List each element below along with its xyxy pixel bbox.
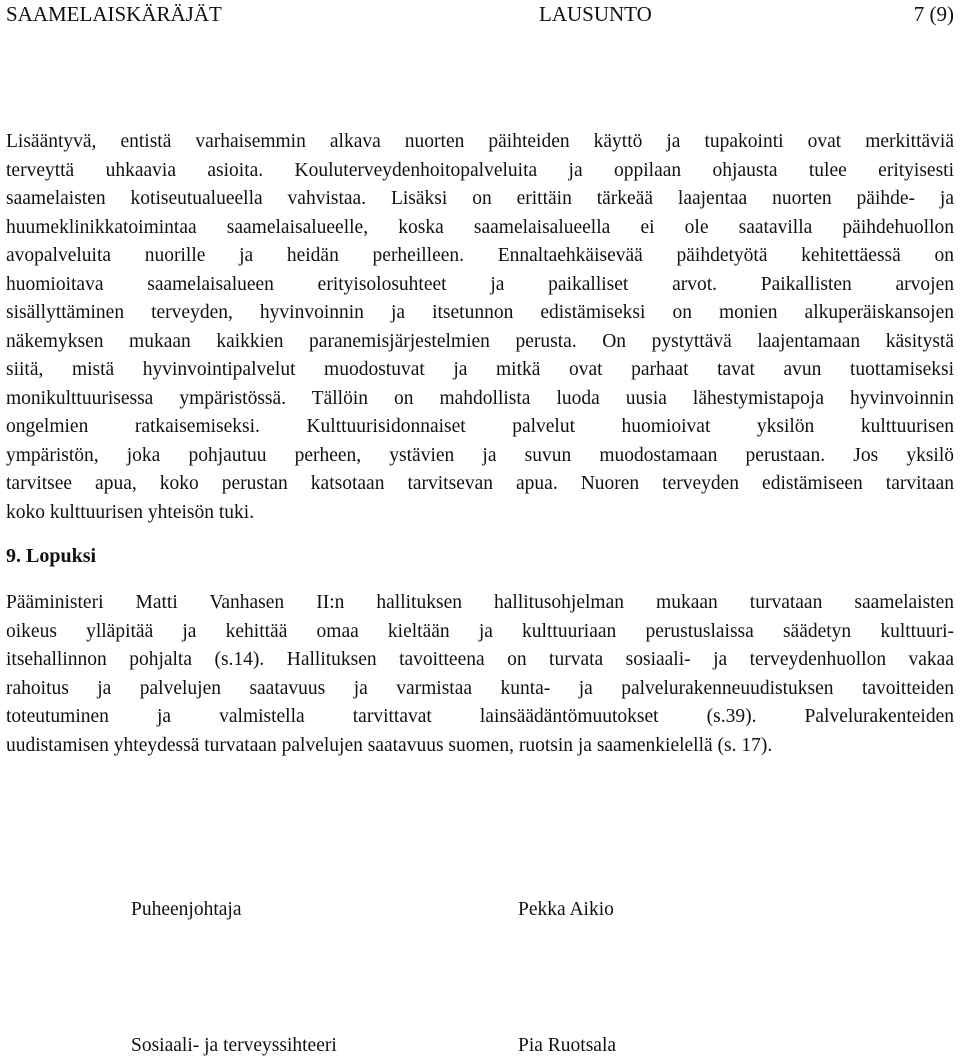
- page-number: 7 (9): [913, 2, 954, 26]
- organization-name: SAAMELAISKÄRÄJÄT: [6, 2, 222, 26]
- paragraph-line: monikulttuurisessa ympäristössä. Tällöin on mahdollista luoda uusia lähestymistapoja hyvinvoinnin: [6, 387, 954, 409]
- paragraph-line: koko kulttuurisen yhteisön tuki.: [6, 501, 255, 523]
- body-paragraph-2: [6, 589, 954, 760]
- body-paragraph-1: [6, 128, 954, 527]
- paragraph-line: avopalveluita nuorille ja heidän perheilleen. Ennaltaehkäisevää päihdetyötä kehitettäessä on: [6, 245, 954, 266]
- signature-title-secretary: Sosiaali- ja terveyssihteeri: [131, 1035, 337, 1056]
- document-type: LAUSUNTO: [539, 2, 652, 26]
- section-heading: 9. Lopuksi: [6, 545, 97, 567]
- signature-name-secretary: Pia Ruotsala: [518, 1035, 617, 1056]
- paragraph-line: rahoitus ja palvelujen saatavuus ja varmistaa kunta- ja palvelurakenneuudistuksen tavoitteiden: [6, 677, 954, 699]
- signature-name-chair: Pekka Aikio: [518, 899, 614, 920]
- paragraph-line: huumeklinikkatoimintaa saamelaisalueelle, koska saamelaisalueella ei ole saatavilla päihdehuollon: [6, 216, 954, 238]
- paragraph-line: näkemyksen mukaan kaikkien paranemisjärjestelmien perusta. On pystyttävä laajentamaan käsitystä: [6, 330, 954, 352]
- signature-title-chair: Puheenjohtaja: [131, 899, 242, 920]
- paragraph-line: huomioitava saamelaisalueen erityisolosuhteet ja paikalliset arvot. Paikallisten arvojen: [6, 273, 954, 295]
- paragraph-line: Lisääntyvä, entistä varhaisemmin alkava nuorten päihteiden käyttö ja tupakointi ovat merkittäviä: [6, 131, 954, 152]
- paragraph-line: toteutuminen ja valmistella tarvittavat lainsäädäntömuutokset (s.39). Palvelurakenteiden: [6, 706, 954, 727]
- paragraph-line: terveyttä uhkaavia asioita. Kouluterveydenhoitopalveluita ja oppilaan ohjausta tulee erityisesti: [6, 159, 954, 181]
- paragraph-line: oikeus ylläpitää ja kehittää omaa kieltään ja kulttuuriaan perustuslaissa säädetyn kulttuuri-: [6, 620, 954, 642]
- paragraph-line: tarvitsee apua, koko perustan katsotaan tarvitsevan apua. Nuoren terveyden edistämiseen tarvitaan: [6, 473, 954, 494]
- paragraph-line: saamelaisten kotiseutualueella vahvistaa. Lisäksi on erittäin tärkeää laajentaa nuorten päihde- ja: [6, 188, 954, 209]
- page-header: [6, 0, 954, 30]
- paragraph-line: sisällyttäminen terveyden, hyvinvoinnin ja itsetunnon edistämiseksi on monien alkuperäiskansojen: [6, 302, 954, 323]
- paragraph-line: siitä, mistä hyvinvointipalvelut muodostuvat ja mitkä ovat parhaat tavat avun tuottamiseksi: [6, 359, 954, 380]
- paragraph-line: ongelmien ratkaisemiseksi. Kulttuurisidonnaiset palvelut huomioivat yksilön kulttuurisen: [6, 416, 954, 437]
- paragraph-line: ympäristön, joka pohjautuu perheen, ystävien ja suvun muodostamaan perustaan. Jos yksilö: [6, 444, 954, 466]
- paragraph-line: itsehallinnon pohjalta (s.14). Hallituksen tavoitteena on turvata sosiaali- ja terveydenhuollon vakaa: [6, 649, 954, 670]
- paragraph-line: uudistamisen yhteydessä turvataan palvelujen saatavuus suomen, ruotsin ja saamenkielellä (s. 17).: [6, 734, 773, 756]
- paragraph-line: Pääministeri Matti Vanhasen II:n hallituksen hallitusohjelman mukaan turvataan saamelaisten: [6, 592, 954, 613]
